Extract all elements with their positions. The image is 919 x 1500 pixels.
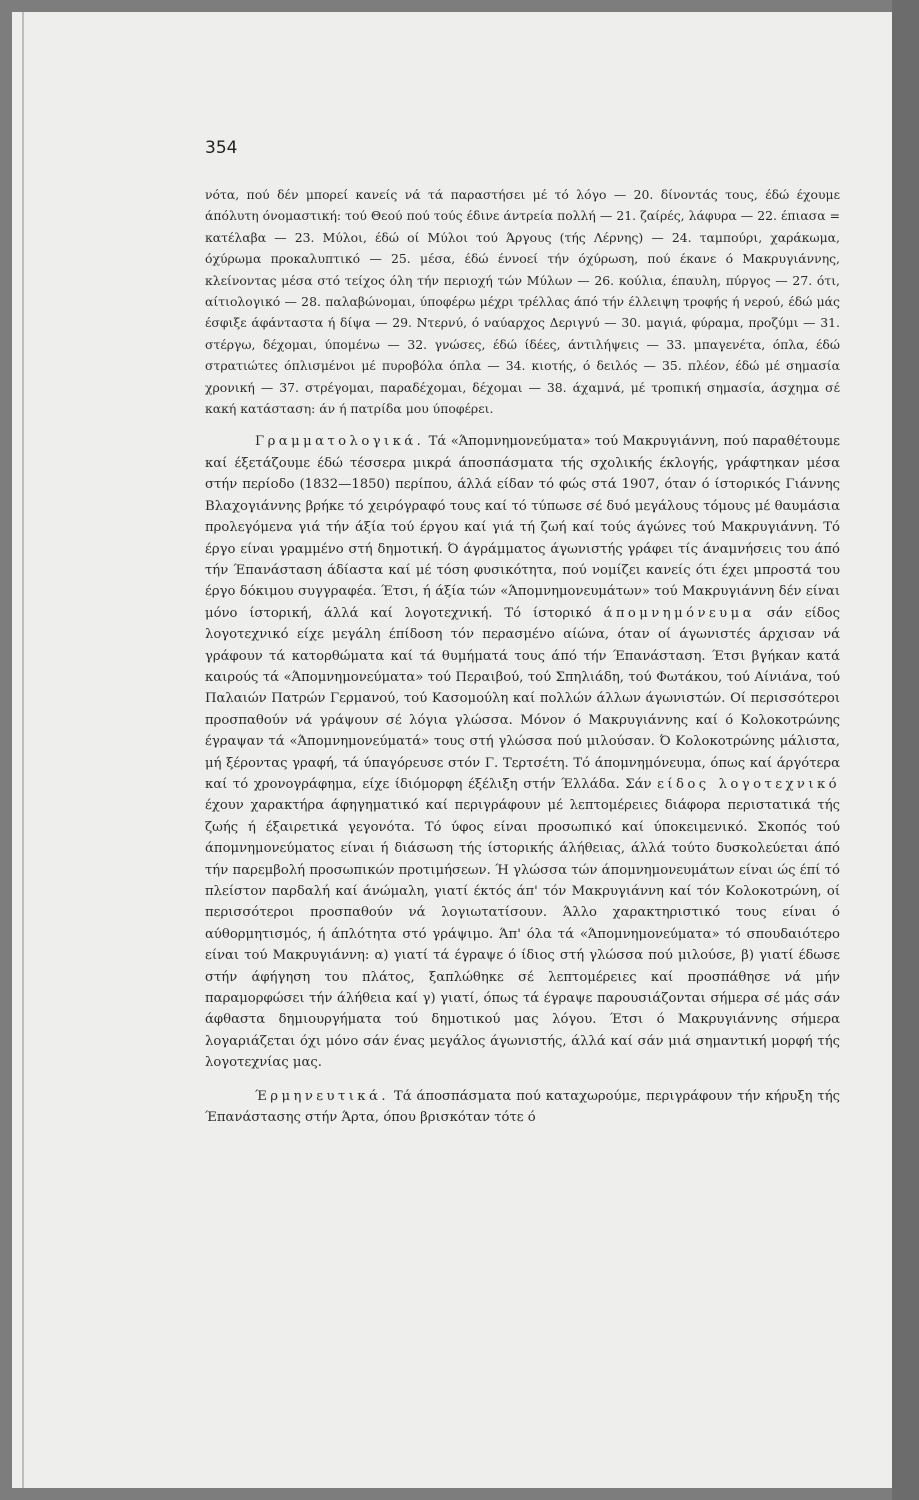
interpretation-heading: Έρμηνευτικά. bbox=[255, 1088, 389, 1104]
page-number: 354 bbox=[205, 138, 238, 158]
grammar-paragraph: Τά «Άπομνημονεύματα» τού Μακρυγιάννη, πού παραθέτουμε καί έξετάζουμε έδώ τέσσερα μικρά άποσπάσματα τής σχολικής έκλογής, γράφτηκαν μέσα στήν περίοδο (1832—1850) περίπου, άλλά είδαν τό φώς στά 1907, όταν ό ίστορικός Γιάννης Βλαχογιάννης βρήκε τό χειρόγραφό τους καί τό τύπωσε σέ δυό μεγάλους τόμους μέ θαυμάσια προλεγόμενα γιά τήν άξία τού έργου καί γιά τή ζωή καί τούς άγώνες τού Μακρυγιάννη. Τό έργο είναι γραμμένο στή δημοτική. Ό άγράμματος άγωνιστής γράφει τίς άναμνήσεις του άπό τήν Έπανάσταση άδίαστα καί μέ τόση φυσικότητα, πού νομίζει κανείς ότι έχει μπροστά του έργο δόκιμου συγγραφέα. Έτσι, ή άξία τών «Άπομνημονευμάτων» τού Μακρυγιάννη δέν είναι μόνο ίστορική, άλλά καί λογοτεχνική. Τό ίστορικό bbox=[205, 434, 840, 621]
interpretation-paragraph: Τά άποσπάσματα πού καταχωρούμε, περιγράφουν τήν κήρυξη τής Έπανάστασης στήν Άρτα, όπου βρισκόταν τότε ό bbox=[205, 1088, 841, 1126]
grammar-section bbox=[205, 431, 840, 1073]
page-gutter-edge bbox=[22, 12, 24, 1488]
grammar-term-genre: είδος λογοτεχνικό bbox=[657, 776, 840, 792]
grammar-paragraph-2: σάν είδος λογοτεχνικό είχε μεγάλη έπίδοση τόν περασμένο αίώνα, όταν οί άγωνιστές άρχισαν νά γράφουν τά κατορθώματα καί τά θυμήματά τους άπό τήν Έπανάσταση. Έτσι βγήκαν κατά καιρούς τά «Άπομνημονεύματα» τού Περαιβού, τού Σπηλιάδη, τού Φωτάκου, τού Αίνιάνα, τού Παλαιών Πατρών Γερμανού, τού Κασομούλη καί πολλών άλλων άγωνιστών. Οί περισσότεροι προσπαθούν νά γράψουν σέ λόγια γλώσσα. Μόνον ό Μακρυγιάννης καί ό Κολοκοτρώνης έγραψαν τά «Άπομνημονεύματά» τους στή γλώσσα πού μιλούσαν. Ό Κολοκοτρώνης μάλιστα, μή ξέροντας γραφή, τά ύπαγόρευσε στόν Γ. Τερτσέτη. Τό άπομνημόνευμα, όπως καί άργότερα καί τό χρονογράφημα, είχε ίδιόμορφη έξέλιξη στήν Έλλάδα. Σάν bbox=[205, 605, 841, 792]
grammar-term-memoir: άπομνημόνευμα bbox=[603, 605, 755, 621]
grammar-paragraph-3: έχουν χαρακτήρα άφηγηματικό καί περιγράφουν μέ λεπτομέρειες διάφορα περιστατικά τής ζωής ή έξαιρετικά γεγονότα. Τό ύφος είναι προσωπικό καί ύποκειμενικό. Σκοπός τού άπομνημονεύματος είναι ή διάσωση τής ίστορικής άλήθειας, άλλά τούτο δυσκολεύεται άπό τήν παρεμβολή προσωπικών προτιμήσεων. Ή γλώσσα τών άπομνημονευμάτων είναι ώς έπί τό πλείστον παρδαλή καί άνώμαλη, γιατί έκτός άπ' τόν Μακρυγιάννη καί τόν Κολοκοτρώνη, οί περισσότεροι προσπαθούν νά λογιωτατίσουν. Άλλο χαρακτηριστικό τους είναι ό αύθορμητισμός, ή άπλότητα στό γράψιμο. Άπ' όλα τά «Άπομνημονεύματα» τό σπουδαιότερο είναι τού Μακρυγιάννη: α) γιατί τά έγραψε ό ίδιος στή γλώσσα πού μιλούσε, β) γιατί έδωσε στήν άφήγηση του πλάτος, ξαπλώθηκε σέ λεπτομέρειες καί προσπάθησε νά μήν παραμορφώσει τήν άλήθεια καί γ) γιατί, όπως τά έγραψε παρουσιάζονται σήμερα σέ μάς σάν άφθαστα δημιουργήματα τού δημοτικού μας λόγου. Έτσι ό Μακρυγιάννης σήμερα λογαριάζεται όχι μόνο σάν ένας μεγάλος άγωνιστής, άλλά καί σάν μιά σημαντική μορφή τής λογοτεχνίας μας. bbox=[205, 798, 840, 1071]
interpretation-section bbox=[205, 1086, 840, 1129]
glossary-notes: νότα, πού δέν μπορεί κανείς νά τά παραστήσει μέ τό λόγο — 20. δίνοντάς τους, έδώ έχουμε άπόλυτη όνομαστική: τού Θεού πού τούς έδινε άντρεία πολλή — 21. ζαίρές, λάφυρα — 22. έπιασα = κατέλαβα — 23. Μύλοι, έδώ οί Μύλοι τού Άργους (τής Λέρνης) — 24. ταμπούρι, χαράκωμα, όχύρωμα προκαλυπτικό — 25. μέσα, έδώ έννοεί τήν όχύρωση, πού έκανε ό Μακρυγιάννης, κλείνοντας μέσα στό τείχος όλη τήν περιοχή τών Μύλων — 26. κούλια, έπαυλη, πύργος — 27. ότι, αίτιολογικό — 28. παλαβώνομαι, ύποφέρω μέχρι τρέλλας άπό τήν έλλειψη τροφής ή νερού, έδώ μάς έσφιξε άφάνταστα ή δίψα — 29. Ντερνύ, ό ναύαρχος Δεριγνύ — 30. μαγιά, φύραμα, προζύμι — 31. στέργω, δέχομαι, ύπομένω — 32. γνώσες, έδώ ίδέες, άντιλήψεις — 33. μπαγενέτα, όπλα, έδώ στρατιώτες όπλισμένοι μέ πυροβόλα όπλα — 34. κιοτής, ό δειλός — 35. πλέον, έδώ μέ σημασία χρονική — 37. στρέγομαι, παραδέχομαι, δέχομαι — 38. άχαμνά, μέ τροπική σημασία, άσχημα σέ κακή κατάσταση: άν ή πατρίδα μου ύποφέρει. bbox=[205, 187, 840, 417]
scan-border bbox=[892, 0, 919, 1500]
page-body bbox=[205, 184, 840, 1128]
grammar-heading: Γραμματολογικά. bbox=[255, 434, 425, 450]
